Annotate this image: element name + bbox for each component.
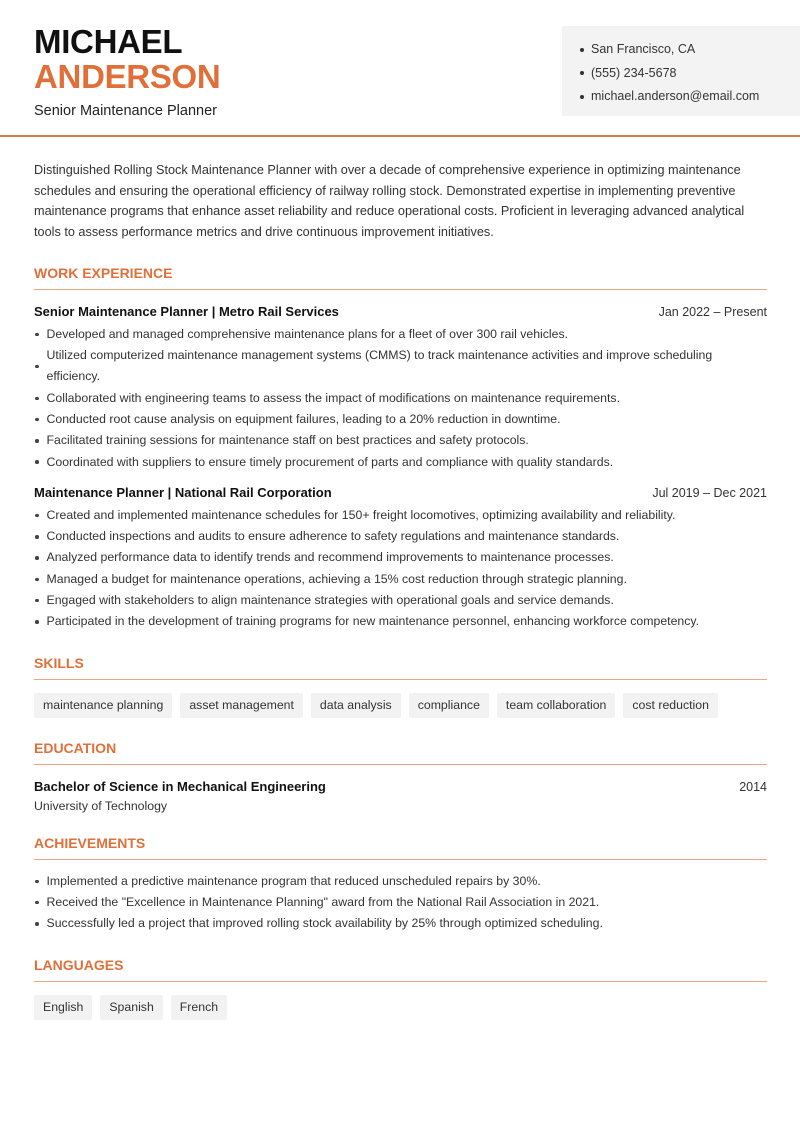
email-text: michael.anderson@email.com	[591, 89, 760, 103]
list-item	[34, 388, 767, 409]
section-title: EDUCATION	[34, 740, 767, 765]
language-tag: Spanish	[100, 995, 162, 1020]
job-header	[34, 304, 767, 319]
job-date: Jan 2022 – Present	[658, 304, 767, 319]
list-item	[34, 409, 767, 430]
summary-paragraph: Distinguished Rolling Stock Maintenance Planner with over a decade of comprehensive experience in optimizing maintenance schedules and ensuring the operational efficiency of railway rolling stock. Demonstrated expertise in implementing preventive maintenance programs that enhance asset reliability and reduce operational costs. Proficient in leveraging advanced analytical tools to assess performance metrics and drive continuous improvement initiatives.	[34, 163, 745, 240]
degree: Bachelor of Science in Mechanical Engineering	[34, 778, 326, 794]
list-item-text: Developed and managed comprehensive maintenance plans for a fleet of over 300 rail vehicles.	[46, 326, 569, 341]
bullet-icon	[35, 556, 39, 560]
bullet-icon	[35, 599, 39, 603]
bullet-icon	[35, 418, 39, 422]
skill-tag: compliance	[409, 693, 489, 718]
language-tag: English	[34, 995, 92, 1020]
language-tag: French	[171, 995, 227, 1020]
list-item	[34, 913, 767, 934]
phone-text: (555) 234-5678	[591, 65, 677, 80]
contact-box	[562, 26, 800, 116]
school: University of Technology	[34, 798, 168, 813]
job-role: Senior Maintenance Planner | Metro Rail Services	[34, 303, 339, 319]
bullet-icon	[35, 514, 39, 518]
list-item	[34, 569, 767, 590]
list-item	[34, 430, 767, 451]
bullet-icon	[35, 901, 39, 905]
bullet-icon	[35, 365, 39, 369]
bullet-icon	[35, 880, 39, 884]
list-item-text: Conducted root cause analysis on equipment failures, leading to a 20% reduction in downtime.	[46, 412, 561, 426]
list-item	[34, 590, 767, 611]
language-tags	[34, 995, 767, 1020]
list-item-text: Coordinated with suppliers to ensure timely procurement of parts and compliance with quality standards.	[46, 454, 614, 469]
list-item	[34, 452, 767, 473]
skills-section	[34, 655, 767, 718]
bullet-icon	[580, 48, 584, 52]
job-bullets	[34, 505, 767, 633]
education-entry	[34, 779, 767, 813]
bullet-icon	[35, 333, 39, 337]
achievements-section	[34, 835, 767, 935]
bullet-icon	[35, 439, 39, 443]
bullet-icon	[580, 71, 584, 75]
list-item	[34, 526, 767, 547]
skill-tags	[34, 693, 767, 718]
contact-phone	[580, 62, 800, 86]
location-text: San Francisco, CA	[591, 42, 696, 56]
bullet-icon	[35, 460, 39, 464]
bullet-icon	[35, 578, 39, 582]
job-role: Maintenance Planner | National Rail Corporation	[34, 484, 332, 500]
skill-tag: team collaboration	[497, 693, 615, 718]
languages-section	[34, 957, 767, 1020]
job-entry	[34, 304, 767, 473]
list-item-text: Implemented a predictive maintenance program that reduced unscheduled repairs by 30%.	[46, 873, 541, 888]
skill-tag: maintenance planning	[34, 693, 172, 718]
skill-tag: cost reduction	[623, 693, 718, 718]
bullet-icon	[35, 922, 39, 926]
section-title: SKILLS	[34, 655, 767, 680]
list-item-text: Received the "Excellence in Maintenance Planning" award from the National Rail Association in 2021.	[46, 894, 600, 909]
list-item-text: Analyzed performance data to identify trends and recommend improvements to maintenance processes.	[46, 550, 614, 565]
skill-tag: data analysis	[311, 693, 401, 718]
bullet-icon	[580, 95, 584, 99]
section-title: WORK EXPERIENCE	[34, 265, 767, 290]
job-title: Senior Maintenance Planner	[34, 103, 217, 119]
list-item	[34, 611, 767, 632]
job-list	[34, 304, 767, 633]
section-title: LANGUAGES	[34, 957, 767, 982]
contact-location	[580, 38, 800, 62]
work-experience-section	[34, 265, 767, 633]
job-header	[34, 485, 767, 500]
job-bullets	[34, 324, 767, 473]
bullet-icon	[35, 620, 39, 624]
list-item	[34, 345, 767, 388]
list-item-text: Facilitated training sessions for maintenance staff on best practices and safety protocols.	[46, 433, 529, 448]
resume-header	[0, 0, 800, 137]
list-item	[34, 547, 767, 568]
contact-email	[580, 85, 800, 109]
list-item	[34, 871, 767, 892]
list-item-text: Utilized computerized maintenance management systems (CMMS) to track maintenance activities and improve scheduling efficiency.	[46, 348, 713, 384]
job-entry	[34, 485, 767, 633]
section-title: ACHIEVEMENTS	[34, 835, 767, 860]
first-name: MICHAEL	[34, 23, 183, 60]
list-item-text: Created and implemented maintenance schedules for 150+ freight locomotives, optimizing availability and reliability.	[46, 507, 676, 522]
list-item-text: Conducted inspections and audits to ensure adherence to safety regulations and maintenance standards.	[46, 529, 620, 544]
education-section	[34, 740, 767, 813]
bullet-icon	[35, 535, 39, 539]
resume-body	[34, 160, 767, 1020]
list-item-text: Managed a budget for maintenance operations, achieving a 15% cost reduction through strategic planning.	[46, 571, 627, 586]
skill-tag: asset management	[180, 693, 303, 718]
list-item	[34, 505, 767, 526]
name-block	[34, 24, 220, 119]
list-item-text: Collaborated with engineering teams to assess the impact of modifications on maintenance requirements.	[46, 390, 620, 405]
list-item-text: Successfully led a project that improved rolling stock availability by 25% through optimized scheduling.	[46, 916, 603, 931]
job-date: Jul 2019 – Dec 2021	[652, 485, 767, 500]
achievement-list	[34, 871, 767, 935]
graduation-year: 2014	[739, 779, 767, 794]
list-item-text: Engaged with stakeholders to align maintenance strategies with operational goals and service demands.	[46, 593, 614, 608]
list-item	[34, 892, 767, 913]
last-name: ANDERSON	[34, 58, 221, 95]
bullet-icon	[35, 397, 39, 401]
list-item	[34, 324, 767, 345]
list-item-text: Participated in the development of training programs for new maintenance personnel, enhancing workforce competency.	[46, 614, 700, 629]
